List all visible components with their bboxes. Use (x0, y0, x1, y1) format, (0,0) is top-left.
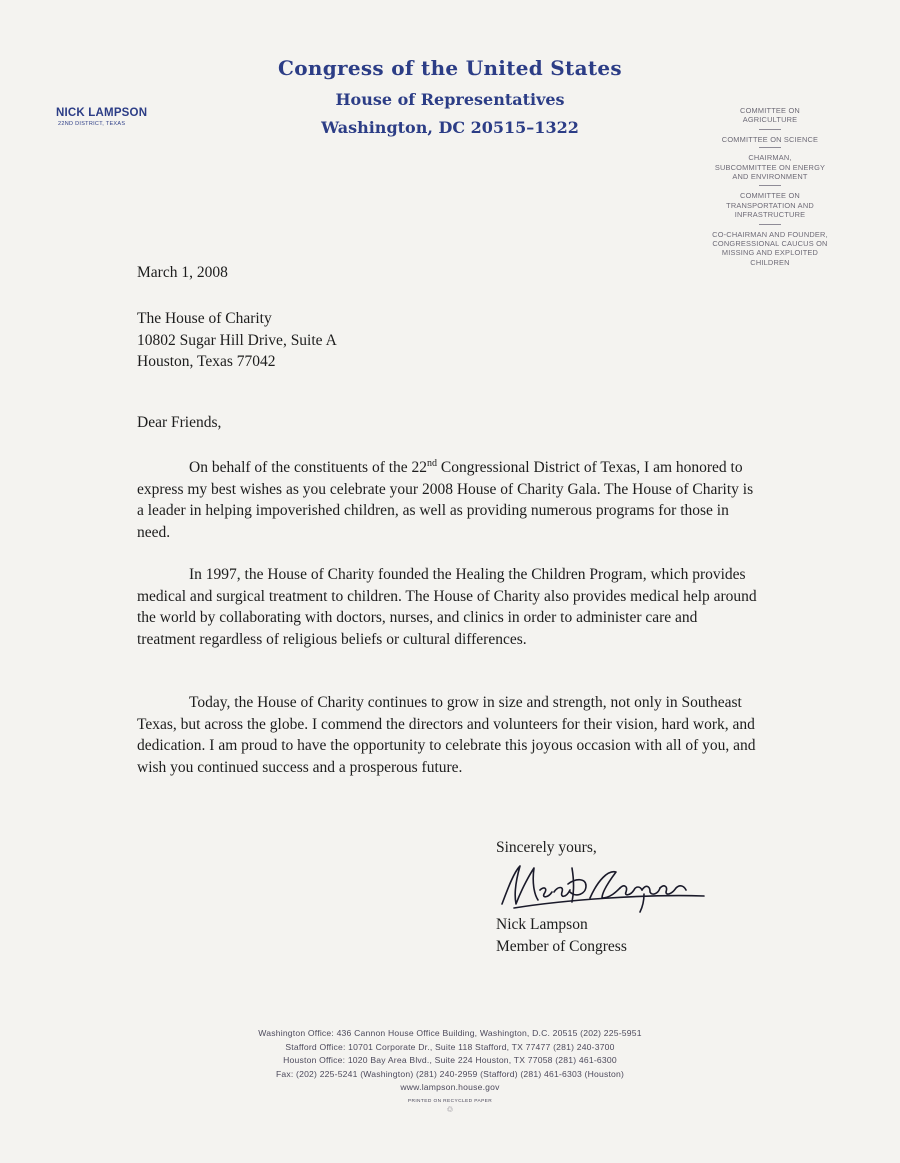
letterhead-house: House of Representatives (335, 90, 565, 109)
committee-divider (759, 224, 781, 225)
committee-agriculture (690, 106, 850, 125)
committee-line: CONGRESSIONAL CAUCUS ON (712, 239, 828, 249)
committee-line: COMMITTEE ON SCIENCE (721, 134, 819, 144)
committee-line: MISSING AND EXPLOITED (721, 248, 819, 258)
footer-website: www.lampson.house.gov (400, 1082, 500, 1092)
footer-fax: Fax: (202) 225-5241 (Washington) (281) 240-2959 (Stafford) (281) 461-6303 (Houston) (275, 1068, 625, 1079)
committee-line: COMMITTEE ON (740, 106, 800, 115)
footer-stafford-office: Stafford Office: 10701 Corporate Dr., Suite 118 Stafford, TX 77477 (281) 240-3700 (285, 1041, 615, 1052)
member-district: 22ND DISTRICT, TEXAS (58, 121, 126, 127)
committee-list (690, 106, 850, 271)
address-line: 10802 Sugar Hill Drive, Suite A (137, 331, 337, 349)
committee-science (690, 135, 850, 182)
paragraph-1-start: On behalf of the constituents of the 22 (189, 459, 428, 476)
paragraph-2: In 1997, the House of Charity founded the Healing the Children Program, which provides medical and surgical treatment to children. The House of Charity also provides medical help around the world by collaborating with doctors, nurses, and clinics in order to administer care and treatment regardless of religious beliefs or cultural differences. (137, 566, 757, 648)
paragraph-1 (137, 457, 757, 543)
address-line: Houston, Texas 77042 (137, 353, 276, 370)
member-block (56, 107, 147, 127)
committee-divider (759, 147, 781, 148)
committee-divider (759, 185, 781, 186)
signer-block (496, 914, 627, 957)
committee-caucus (690, 230, 850, 268)
salutation: Dear Friends, (137, 414, 222, 431)
letter-date: March 1, 2008 (137, 264, 228, 281)
signer-title: Member of Congress (496, 937, 627, 955)
recycle-icon: ♲ (446, 1104, 454, 1114)
recipient-address (137, 308, 337, 373)
committee-line: AND ENVIRONMENT (732, 172, 808, 182)
committee-line: AGRICULTURE (742, 115, 798, 125)
committee-divider (759, 129, 781, 130)
footer-houston-office: Houston Office: 1020 Bay Area Blvd., Suite 224 Houston, TX 77058 (281) 461-6300 (283, 1055, 617, 1065)
committee-transportation (690, 191, 850, 219)
committee-line: CHAIRMAN, (748, 153, 792, 163)
committee-line: CO-CHAIRMAN AND FOUNDER, (712, 229, 828, 239)
committee-line: TRANSPORTATION AND (726, 200, 814, 210)
office-footer (150, 1027, 750, 1114)
signer-name: Nick Lampson (496, 916, 588, 933)
paragraph-1-rest: Congressional District of Texas, I am honored to express my best wishes as you celebrate your 2008 House of Charity Gala. The House of Charity is a leader in helping impoverished children, as well as providing numerous programs for those in need. (137, 459, 754, 541)
committee-line: COMMITTEE ON (740, 191, 800, 201)
footer-washington-office: Washington Office: 436 Cannon House Office Building, Washington, D.C. 20515 (202) 225-5951 (258, 1028, 642, 1038)
printed-on-recycled-paper: PRINTED ON RECYCLED PAPER (407, 1098, 493, 1104)
letterhead-congress: Congress of the United States (278, 56, 622, 80)
closing: Sincerely yours, (496, 839, 597, 856)
committee-line: SUBCOMMITTEE ON ENERGY (714, 162, 826, 172)
address-line: The House of Charity (137, 310, 272, 327)
handwritten-signature (494, 858, 714, 914)
paragraph-3: Today, the House of Charity continues to grow in size and strength, not only in Southeast Texas, but across the globe. I commend the directors and volunteers for their vision, hard work, and dedication. I am proud to have the opportunity to celebrate this joyous occasion with all of you, and wish you continued success and a prosperous future. (137, 694, 756, 776)
committee-line: CHILDREN (750, 257, 790, 267)
member-name: NICK LAMPSON (56, 107, 148, 119)
letterhead-address: Washington, DC 20515–1322 (321, 118, 579, 137)
committee-line: INFRASTRUCTURE (734, 210, 806, 220)
ordinal-suffix: nd (427, 457, 438, 469)
